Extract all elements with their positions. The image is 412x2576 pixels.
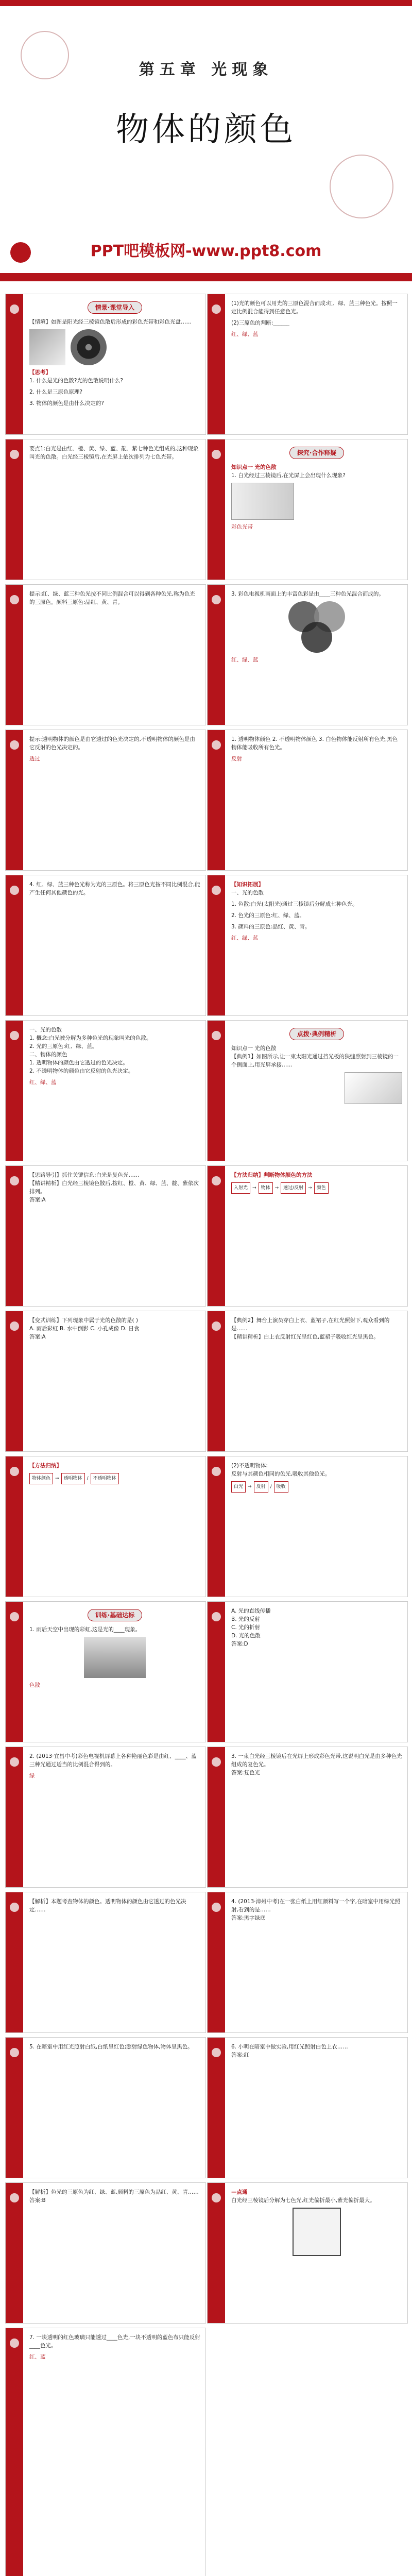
- body-text: 【典例2】舞台上演员穿白上衣、蓝裙子,在红光照射下,观众看到的是…… 【精讲精析】白上衣反射红光呈红色,蓝裙子吸收红光呈黑色。: [231, 1317, 390, 1340]
- section-header: 【知识拓展】: [231, 882, 264, 888]
- disc-image: [71, 329, 107, 365]
- body-text: 白光经三棱镜后分解为七色光,红光偏折最小,紫光偏折最大。: [231, 2197, 375, 2204]
- answer: 红、绿、蓝: [231, 331, 259, 337]
- slide-21: [5, 1747, 206, 1888]
- body-text: 【变式训练】下列现象中属于光的色散的是( ) A. 雨后彩虹 B. 水中倒影 C. 小孔成像 D. 日食 答案:A: [29, 1317, 140, 1340]
- slide-15: [5, 1311, 206, 1452]
- slide-3: [5, 439, 206, 580]
- body-text: 要点1:白光是由红、橙、黄、绿、蓝、靛、紫七种色光组成的,这种现象叫光的色散。白光经三棱镜后,在光屏上依次排列为七色光带。: [29, 446, 199, 460]
- list-item: 一、光的色散: [231, 890, 264, 896]
- question: 1. 什么是光的色散?光的色散说明什么?: [29, 378, 124, 384]
- slide-27: [5, 2182, 206, 2324]
- flow-node: 透明物体: [61, 1473, 85, 1484]
- question-label: 【思考】: [29, 369, 51, 376]
- slide-6: [207, 584, 408, 725]
- answer: 红、绿、蓝: [29, 1079, 57, 1086]
- body-text: 知识点一 光的色散 【典例1】如图所示,让一束太阳光通过挡光板的狭缝照射到三棱镜的一个侧面上,用光屏承接……: [231, 1045, 399, 1068]
- body-text: 6. 小明在暗室中做实验,用红光照射白色上衣…… 答案:红: [231, 2044, 348, 2058]
- flow-node: 颜色: [314, 1182, 329, 1194]
- body-text: 4. (2013·漳州中考)在一张白纸上用红颜料写一个字,在暗室中用绿光照射,看到的是…… 答案:黑字绿底: [231, 1899, 400, 1921]
- slide-26: [207, 2037, 408, 2178]
- body-text: 【解析】色光的三原色为红、绿、蓝,颜料的三原色为品红、黄、青…… 答案:B: [29, 2189, 199, 2204]
- prism-image: [29, 329, 65, 365]
- slide-8: [207, 730, 408, 871]
- slide-19: [5, 1601, 206, 1742]
- page-title: 物体的颜色: [116, 111, 296, 149]
- section-tag: 情景·课堂导入: [88, 301, 143, 314]
- body-text: (1)光的颜色可以用光的三原色混合而成:红、绿、蓝三种色光。按照一定比例混合能得到任意色光。: [231, 300, 398, 315]
- flow-diagram: 白光 → 反射 / 吸收: [231, 1481, 402, 1493]
- slide-4: [207, 439, 408, 580]
- intro-text: 【情境】如图是阳光经三棱镜色散后形成的彩色光带和彩色光盘……: [29, 319, 192, 325]
- slide-28: [207, 2182, 408, 2324]
- color-venn-diagram: [288, 601, 345, 653]
- body-text: 3. 彩色电视机画面上的丰富色彩是由____三种色光混合而成的。: [231, 591, 384, 597]
- slide-7: [5, 730, 206, 871]
- question: 2. (2013·宜昌中考)彩色电视机屏幕上各种艳丽色彩是由红、____、蓝三种光通过适当的比例混合得到的。: [29, 1753, 197, 1768]
- flow-node: 反射: [254, 1481, 268, 1493]
- body-text: 4. 红、绿、蓝三种色光称为光的三原色。将三原色光按不同比例混合,能产生任何其他颜色的光。: [29, 882, 200, 896]
- slide-22: [207, 1747, 408, 1888]
- answer: 反射: [231, 756, 242, 762]
- section-header: 【方法归纳】: [29, 1463, 62, 1469]
- options: A. 光的直线传播 B. 光的反射 C. 光的折射 D. 光的色散 答案:D: [231, 1608, 271, 1647]
- answer: 红、绿、蓝: [231, 657, 259, 663]
- slide-2: [207, 294, 408, 435]
- diagram-image: [293, 2208, 341, 2256]
- answer: 透过: [29, 756, 40, 762]
- list-item: 2. 色光的三原色:红、绿、蓝。: [231, 912, 305, 919]
- body-text: 一、光的色散 1. 概念:白光被分解为多种色光的现象叫光的色散。 2. 光的三原色:红、绿、蓝。 二、物体的颜色 1. 透明物体的颜色由它透过的色光决定。 2. 不透明物体的颜色由它反射的色光决定。: [29, 1027, 152, 1074]
- section-header: —点通: [231, 2189, 248, 2195]
- flow-node: 物体颜色: [29, 1473, 53, 1484]
- slide-5: [5, 584, 206, 725]
- section-tag: 训练·基础达标: [88, 1609, 143, 1621]
- flow-node: 透过/反射: [281, 1182, 306, 1194]
- knowledge-title: 知识点一 光的色散: [231, 464, 277, 470]
- slide-24: [207, 1892, 408, 2033]
- body-text: 提示:红、绿、蓝三种色光按不同比例混合可以得到各种色光,称为色光的三原色。颜料三原色:品红、黄、青。: [29, 591, 195, 605]
- slide-11: [5, 1020, 206, 1161]
- body-text: 3. 一束白光经三棱镜后在光屏上形成彩色光带,这说明白光是由多种色光组成的复色光。 答案:复色光: [231, 1753, 402, 1776]
- body-text: 1. 透明物体颜色 2. 不透明物体颜色 3. 白色物体能反射所有色光,黑色物体能吸收所有色光。: [231, 736, 398, 751]
- question: 3. 物体的颜色是由什么决定的?: [29, 400, 104, 406]
- slide-20: [207, 1601, 408, 1742]
- experiment-diagram: [345, 1072, 402, 1104]
- body-text: 【解析】本题考查物体的颜色。透明物体的颜色由它透过的色光决定……: [29, 1899, 186, 1913]
- body-text: 提示:透明物体的颜色是由它透过的色光决定的,不透明物体的颜色是由它反射的色光决定的。: [29, 736, 195, 751]
- slide-13: [5, 1165, 206, 1307]
- flow-diagram: 入射光 → 物体 → 透过/反射 → 颜色: [231, 1182, 402, 1194]
- slide-17: [5, 1456, 206, 1597]
- slide-10: [207, 875, 408, 1016]
- answer: 彩色光带: [231, 524, 253, 530]
- deco-circle: [330, 155, 393, 218]
- list-item: 1. 色散:白光(太阳光)通过三棱镜后分解成七种色光。: [231, 901, 358, 907]
- flow-node: 不透明物体: [91, 1473, 119, 1484]
- cover: [0, 0, 412, 289]
- body-text: 5. 在暗室中用红光照射白纸,白纸呈红色;照射绿色物体,物体呈黑色。: [29, 2044, 193, 2050]
- answer: 绿: [29, 1773, 35, 1779]
- answer: 红、蓝: [29, 2354, 46, 2360]
- rainbow-photo: [84, 1637, 146, 1678]
- section-header: 【方法归纳】判断物体颜色的方法: [231, 1172, 313, 1178]
- body-text: 【思路导引】抓住关键信息:白光是复色光…… 【精讲精析】白光经三棱镜色散后,按红、橙、黄、绿、蓝、靛、紫依次排列。 答案:A: [29, 1172, 199, 1203]
- flow-node: 白光: [231, 1481, 246, 1493]
- question: 1. 白光经过三棱镜后,在光屏上会出现什么现象?: [231, 472, 346, 479]
- slide-9: [5, 875, 206, 1016]
- body-text: (2)三原色的判断:______: [231, 320, 289, 326]
- section-tag: 探究·合作释疑: [289, 447, 345, 459]
- slide-14: [207, 1165, 408, 1307]
- cover-top-band: [0, 0, 412, 6]
- prism-diagram: [231, 483, 294, 520]
- question: 7. 一块透明的红色玻璃只能透过____色光,一块不透明的蓝色布只能反射____色光。: [29, 2334, 200, 2349]
- answer: 色散: [29, 1682, 40, 1688]
- chapter-title: 第五章 光现象: [139, 61, 273, 79]
- slide-29: [5, 2328, 206, 2576]
- slide-23: [5, 1892, 206, 2033]
- flow-node: 物体: [259, 1182, 273, 1194]
- slide-1: [5, 294, 206, 435]
- answer: 红、绿、蓝: [231, 935, 259, 941]
- cover-bottom-band: [0, 273, 412, 281]
- body-text: (2)不透明物体: 反射与其颜色相同的色光,吸收其他色光。: [231, 1463, 331, 1477]
- slide-12: [207, 1020, 408, 1161]
- flow-diagram: 物体颜色 → 透明物体 / 不透明物体: [29, 1473, 200, 1484]
- list-item: 3. 颜料的三原色:品红、黄、青。: [231, 924, 311, 930]
- slide-25: [5, 2037, 206, 2178]
- section-tag: 点拨·典例精析: [289, 1028, 345, 1040]
- flow-node: 入射光: [231, 1182, 250, 1194]
- slide-18: [207, 1456, 408, 1597]
- brand-text: PPT吧模板网-www.ppt8.com: [90, 242, 322, 260]
- slide-16: [207, 1311, 408, 1452]
- question: 1. 雨后天空中出现的彩虹,这是光的____现象。: [29, 1626, 141, 1633]
- flow-node: 吸收: [274, 1481, 288, 1493]
- question: 2. 什么是三原色原理?: [29, 389, 82, 395]
